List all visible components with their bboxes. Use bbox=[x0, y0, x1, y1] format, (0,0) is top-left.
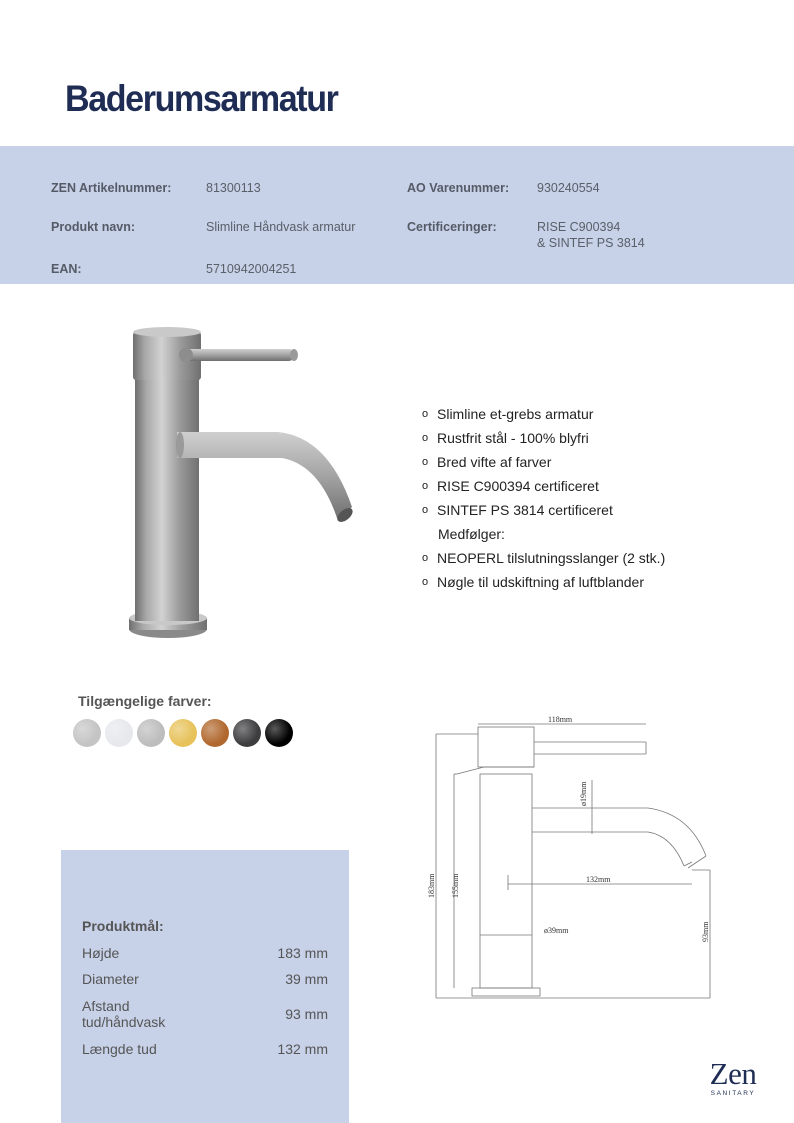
color-swatch-silver bbox=[137, 719, 165, 747]
bullet-icon: o bbox=[422, 504, 429, 516]
color-swatch-gold bbox=[169, 719, 197, 747]
feature-item: o Bred vifte af farver bbox=[422, 452, 665, 476]
feature-subheading: Medfølger: bbox=[438, 526, 505, 542]
feature-item: o Rustfrit stål - 100% blyfri bbox=[422, 428, 665, 452]
zen-article-value: 81300113 bbox=[206, 181, 261, 195]
ao-number-label: AO Varenummer: bbox=[407, 181, 510, 195]
drawing-dim-183: 183mm bbox=[427, 873, 436, 898]
color-swatch-chrome bbox=[105, 719, 133, 747]
bullet-icon: o bbox=[422, 456, 429, 468]
ao-number-value: 930240554 bbox=[537, 181, 600, 195]
feature-item: o RISE C900394 certificeret bbox=[422, 476, 665, 500]
bullet-icon: o bbox=[422, 480, 429, 492]
color-swatch-black bbox=[265, 719, 293, 747]
feature-item: o Nøgle til udskiftning af luftblander bbox=[422, 572, 665, 596]
bullet-icon: o bbox=[422, 408, 429, 420]
drawing-dim-118: 118mm bbox=[548, 715, 573, 724]
dimensions-title: Produktmål: bbox=[82, 918, 164, 934]
zen-article-label: ZEN Artikelnummer: bbox=[51, 181, 172, 195]
drawing-dim-39: ø39mm bbox=[544, 926, 569, 935]
page-title: Baderumsarmatur bbox=[65, 78, 338, 119]
logo-main: Zen bbox=[709, 1056, 757, 1091]
feature-item: o SINTEF PS 3814 certificeret bbox=[422, 500, 665, 524]
faucet-image bbox=[120, 325, 365, 645]
colors-title: Tilgængelige farver: bbox=[78, 693, 212, 709]
zen-sanitary-logo bbox=[698, 1058, 768, 1098]
color-swatch-gunmetal bbox=[233, 719, 261, 747]
logo-sub: SANITARY bbox=[710, 1090, 756, 1097]
feature-list bbox=[422, 404, 665, 596]
drawing-dim-132: 132mm bbox=[586, 875, 611, 884]
certifications-label: Certificeringer: bbox=[407, 220, 497, 234]
technical-drawing bbox=[420, 710, 720, 1010]
dimensions-box: Produktmål: Højde 183 mm Diameter 39 mm Afstand tud/håndvask 93 mm Længde tud 132 mm bbox=[61, 850, 349, 1123]
bullet-icon: o bbox=[422, 432, 429, 444]
color-swatches bbox=[73, 719, 293, 747]
feature-item: o Slimline et-grebs armatur bbox=[422, 404, 665, 428]
ean-value: 5710942004251 bbox=[206, 262, 297, 276]
bullet-icon: o bbox=[422, 576, 429, 588]
drawing-dim-93: 93mm bbox=[701, 921, 710, 942]
feature-item: o NEOPERL tilslutningsslanger (2 stk.) bbox=[422, 548, 665, 572]
drawing-dim-19: ø19mm bbox=[579, 781, 588, 806]
color-swatch-copper bbox=[201, 719, 229, 747]
product-name-value: Slimline Håndvask armatur bbox=[206, 220, 356, 234]
drawing-dim-155: 155mm bbox=[451, 873, 460, 898]
certifications-value: RISE C900394 & SINTEF PS 3814 bbox=[537, 220, 645, 250]
ean-label: EAN: bbox=[51, 262, 82, 276]
product-name-label: Produkt navn: bbox=[51, 220, 136, 234]
color-swatch-brushed-steel bbox=[73, 719, 101, 747]
bullet-icon: o bbox=[422, 552, 429, 564]
product-info-band bbox=[0, 146, 794, 284]
